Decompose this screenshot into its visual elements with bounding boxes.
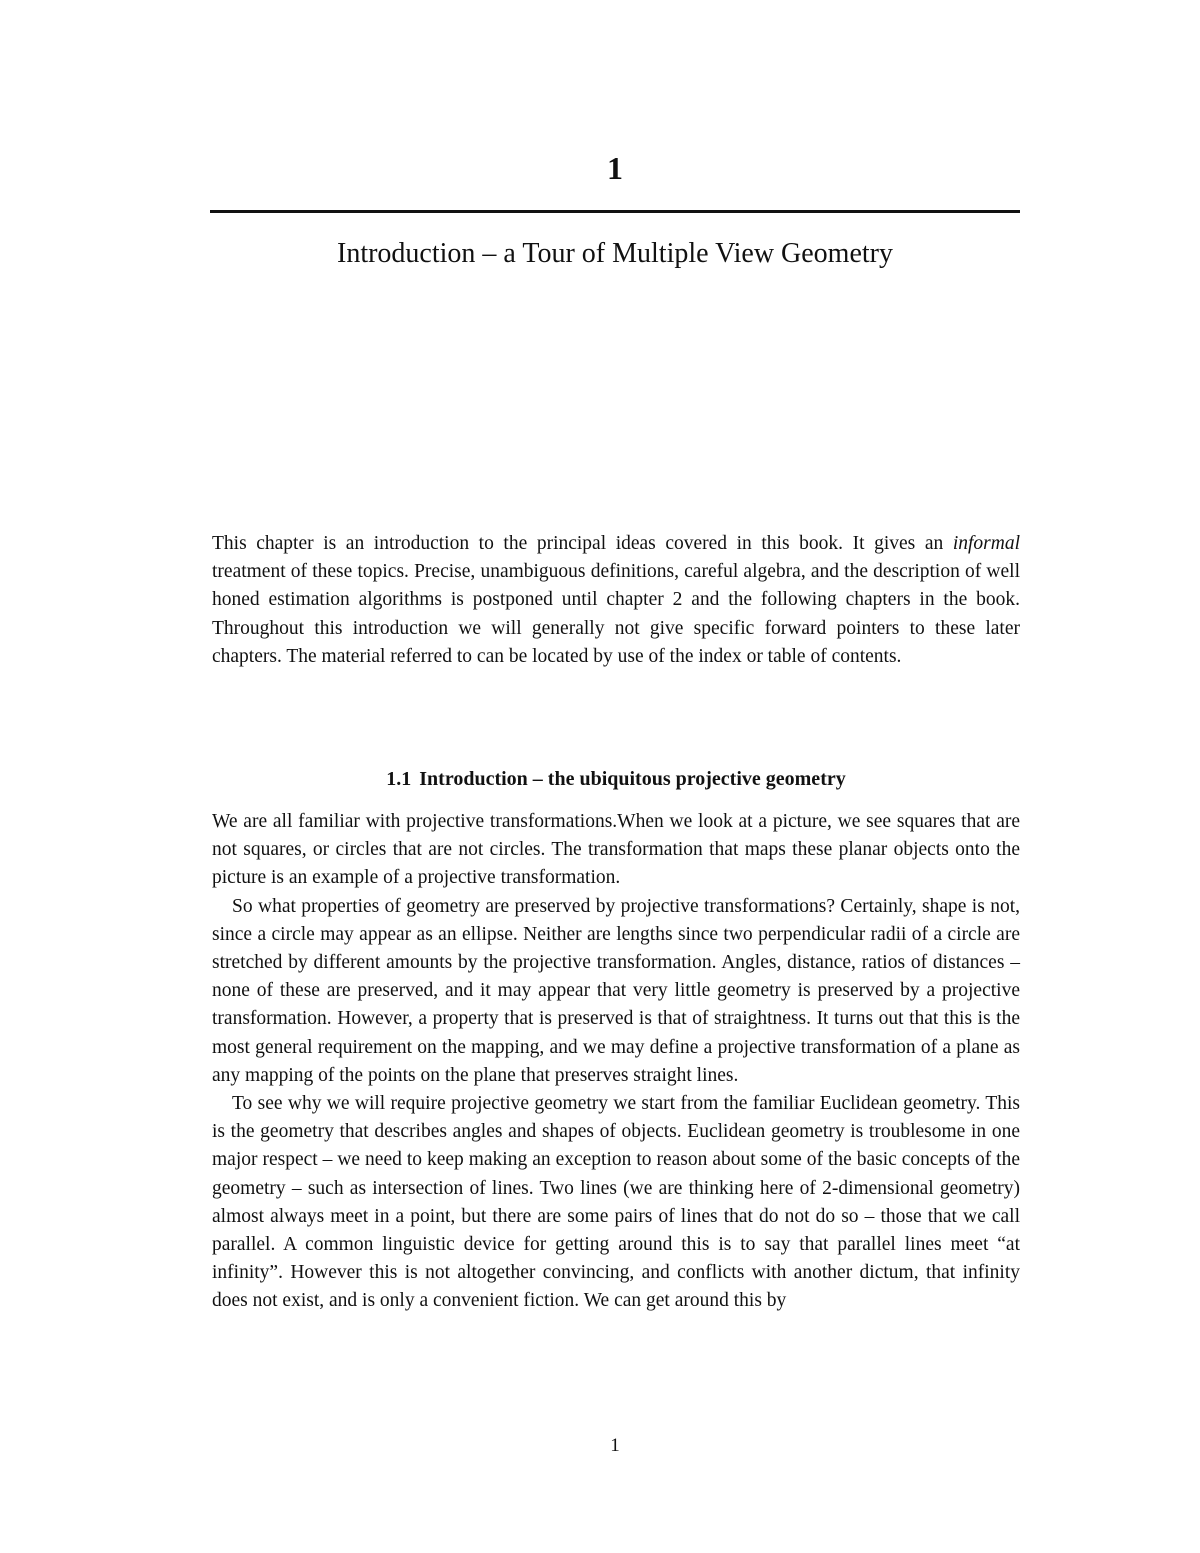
section-number: 1.1 bbox=[386, 768, 412, 790]
section-title: Introduction – the ubiquitous projective geometry bbox=[419, 768, 846, 790]
intro-text-end: treatment of these topics. Precise, unambiguous definitions, careful algebra, and the description of well honed estimation algorithms is postponed until chapter 2 and the following chapters in the book. Throughout this introduction we will generally not give specific forward pointers to these later chapters. The material referred to can be located by use of the index or table of contents. bbox=[212, 561, 1020, 667]
body-paragraph: We are all familiar with projective transformations.When we look at a picture, we see squares that are not squares, or circles that are not circles. The transformation that maps these planar objects onto the picture is an example of a projective transformation. bbox=[212, 811, 1020, 889]
chapter-intro bbox=[212, 530, 1020, 671]
body-paragraph: So what properties of geometry are preserved by projective transformations? Certainly, shape is not, since a circle may appear as an ellipse. Neither are lengths since two perpendicular radii of a circle are stretched by different amounts by the projective transformation. Angles, distance, ratios of distances – none of these are preserved, and it may appear that very little geometry is preserved by a projective transformation. However, a property that is preserved is that of straightness. It turns out that this is the most general requirement on the mapping, and we may define a projective transformation of a plane as any mapping of the points on the plane that preserves straight lines. bbox=[212, 895, 1020, 1086]
body-paragraph: To see why we will require projective geometry we start from the familiar Euclidean geometry. This is the geometry that describes angles and shapes of objects. Euclidean geometry is troublesome in one major respect – we need to keep making an exception to reason about some of the basic concepts of the geometry – such as intersection of lines. Two lines (we are thinking here of 2-dimensional geometry) almost always meet in a point, but there are some pairs of lines that do not do so – those that we call parallel. A common linguistic device for getting around this is to say that parallel lines meet “at infinity”. However this is not altogether convincing, and conflicts with another dictum, that infinity does not exist, and is only a convenient fiction. We can get around this by bbox=[212, 1093, 1020, 1312]
chapter-title: Introduction – a Tour of Multiple View Geometry bbox=[337, 238, 893, 269]
intro-paragraph bbox=[212, 530, 1020, 671]
section-heading bbox=[212, 765, 1020, 793]
intro-text-start: This chapter is an introduction to the principal ideas covered in this book. It gives an bbox=[212, 533, 953, 554]
chapter-divider bbox=[210, 210, 1020, 213]
section-body bbox=[212, 808, 1020, 1316]
page-number: 1 bbox=[610, 1435, 620, 1456]
chapter-number: 1 bbox=[607, 150, 623, 186]
intro-emphasis: informal bbox=[952, 533, 1020, 554]
